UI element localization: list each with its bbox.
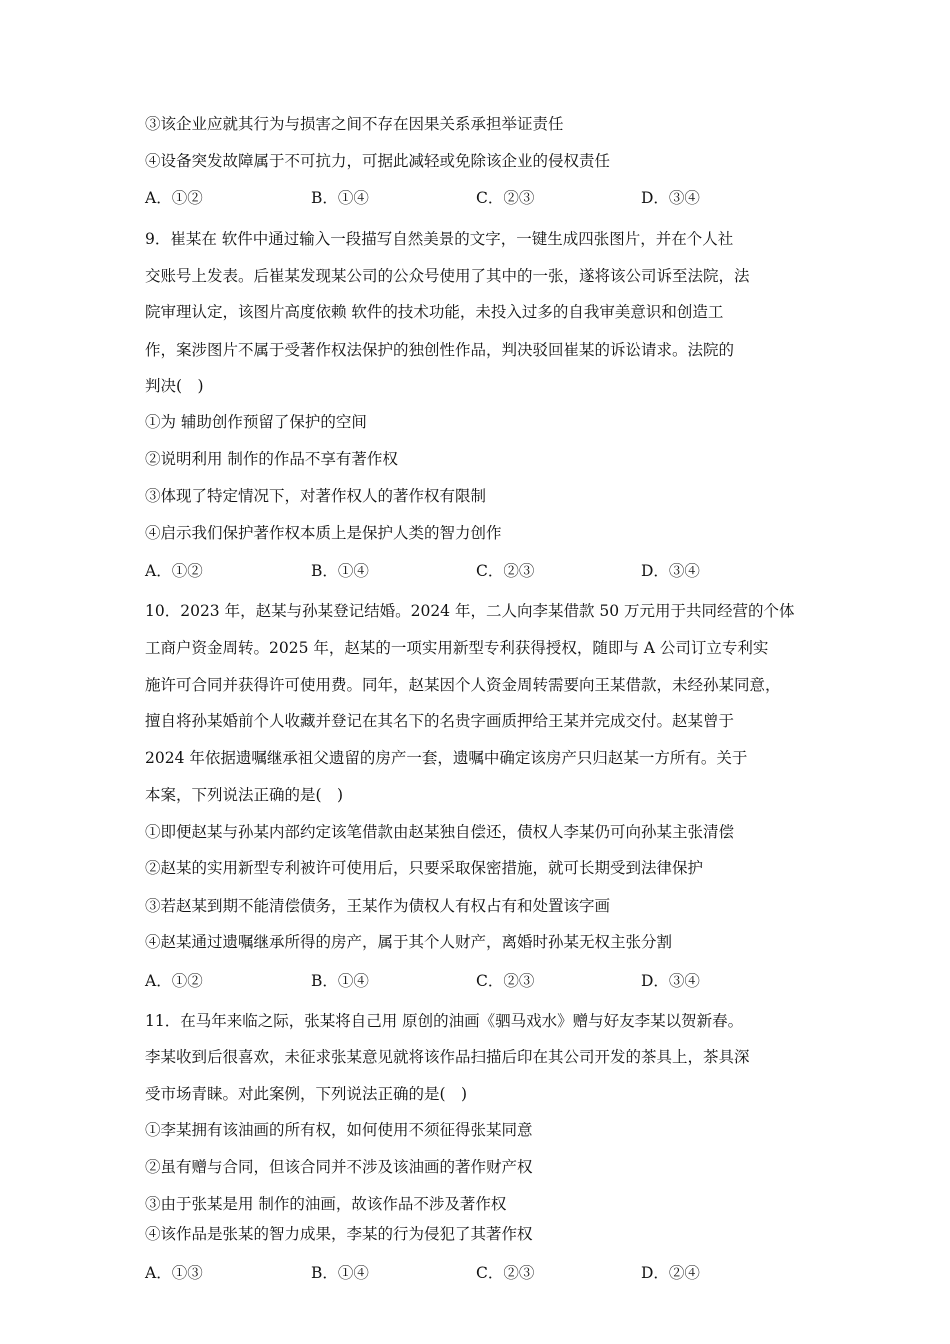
q11-option-b: B．①④ bbox=[311, 1264, 369, 1282]
q10-stem-line: 本案，下列说法正确的是( ) bbox=[145, 786, 344, 804]
q8-item-4: ④设备突发故障属于不可抗力，可据此减轻或免除该企业的侵权责任 bbox=[145, 152, 611, 170]
q9-option-d: D．③④ bbox=[641, 562, 700, 580]
q10-option-c: C．②③ bbox=[476, 972, 535, 990]
q10-item-1: ①即便赵某与孙某内部约定该笔借款由赵某独自偿还，债权人李某仍可向孙某主张清偿 bbox=[145, 823, 735, 841]
q11-item-4: ④该作品是张某的智力成果，李某的行为侵犯了其著作权 bbox=[145, 1225, 533, 1243]
q11-stem-line: 11．在马年来临之际，张某将自己用 原创的油画《驷马戏水》赠与好友李某以贺新春。 bbox=[145, 1012, 744, 1030]
q10-stem-line: 工商户资金周转。2025 年，赵某的一项实用新型专利获得授权，随即与 A 公司订立专利实 bbox=[145, 639, 769, 657]
q9-option-c: C．②③ bbox=[476, 562, 535, 580]
q10-option-d: D．③④ bbox=[641, 972, 700, 990]
q10-stem-line: 擅自将孙某婚前个人收藏并登记在其名下的名贵字画质押给王某并完成交付。赵某曾于 bbox=[145, 712, 735, 730]
q11-option-a: A．①③ bbox=[145, 1264, 203, 1282]
q8-option-d: D．③④ bbox=[641, 189, 700, 207]
q9-option-a: A．①② bbox=[145, 562, 203, 580]
q8-option-c: C．②③ bbox=[476, 189, 535, 207]
q9-item-4: ④启示我们保护著作权本质上是保护人类的智力创作 bbox=[145, 524, 502, 542]
q11-stem-line: 受市场青睐。对此案例，下列说法正确的是( ) bbox=[145, 1085, 468, 1103]
q9-stem-line: 作，案涉图片不属于受著作权法保护的独创性作品，判决驳回崔某的诉讼请求。法院的 bbox=[145, 341, 735, 359]
q11-option-c: C．②③ bbox=[476, 1264, 535, 1282]
q11-item-3: ③由于张某是用 制作的油画，故该作品不涉及著作权 bbox=[145, 1195, 507, 1213]
q8-option-a: A．①② bbox=[145, 189, 203, 207]
q9-stem-line: 交账号上发表。后崔某发现某公司的公众号使用了其中的一张，遂将该公司诉至法院，法 bbox=[145, 267, 750, 285]
q11-stem-line: 李某收到后很喜欢，未征求张某意见就将该作品扫描后印在其公司开发的茶具上，茶具深 bbox=[145, 1048, 750, 1066]
q11-item-1: ①李某拥有该油画的所有权，如何使用不须征得张某同意 bbox=[145, 1121, 533, 1139]
q10-stem-line: 施许可合同并获得许可使用费。同年，赵某因个人资金周转需要向王某借款，未经孙某同意， bbox=[145, 676, 781, 694]
q8-item-3: ③该企业应就其行为与损害之间不存在因果关系承担举证责任 bbox=[145, 115, 564, 133]
q10-stem-line: 2024 年依据遗嘱继承祖父遗留的房产一套，遗嘱中确定该房产只归赵某一方所有。关于 bbox=[145, 749, 748, 767]
q9-item-1: ①为 辅助创作预留了保护的空间 bbox=[145, 413, 367, 431]
q11-option-d: D．②④ bbox=[641, 1264, 700, 1282]
q9-stem-line: 院审理认定，该图片高度依赖 软件的技术功能，未投入过多的自我审美意识和创造工 bbox=[145, 303, 724, 321]
q10-item-2: ②赵某的实用新型专利被许可使用后，只要采取保密措施，就可长期受到法律保护 bbox=[145, 859, 704, 877]
q9-stem-line: 9．崔某在 软件中通过输入一段描写自然美景的文字，一键生成四张图片，并在个人社 bbox=[145, 230, 734, 248]
q10-stem-line: 10．2023 年，赵某与孙某登记结婚。2024 年，二人向李某借款 50 万元用于共同经营的个体 bbox=[145, 602, 795, 620]
q11-item-2: ②虽有赠与合同，但该合同并不涉及该油画的著作财产权 bbox=[145, 1158, 533, 1176]
q10-option-a: A．①② bbox=[145, 972, 203, 990]
q9-stem-line: 判决( ) bbox=[145, 377, 204, 395]
q9-option-b: B．①④ bbox=[311, 562, 369, 580]
q8-option-b: B．①④ bbox=[311, 189, 369, 207]
q10-item-4: ④赵某通过遗嘱继承所得的房产，属于其个人财产，离婚时孙某无权主张分割 bbox=[145, 933, 673, 951]
q9-item-3: ③体现了特定情况下，对著作权人的著作权有限制 bbox=[145, 487, 487, 505]
q10-option-b: B．①④ bbox=[311, 972, 369, 990]
q10-item-3: ③若赵某到期不能清偿债务，王某作为债权人有权占有和处置该字画 bbox=[145, 897, 611, 915]
q9-item-2: ②说明利用 制作的作品不享有著作权 bbox=[145, 450, 398, 468]
